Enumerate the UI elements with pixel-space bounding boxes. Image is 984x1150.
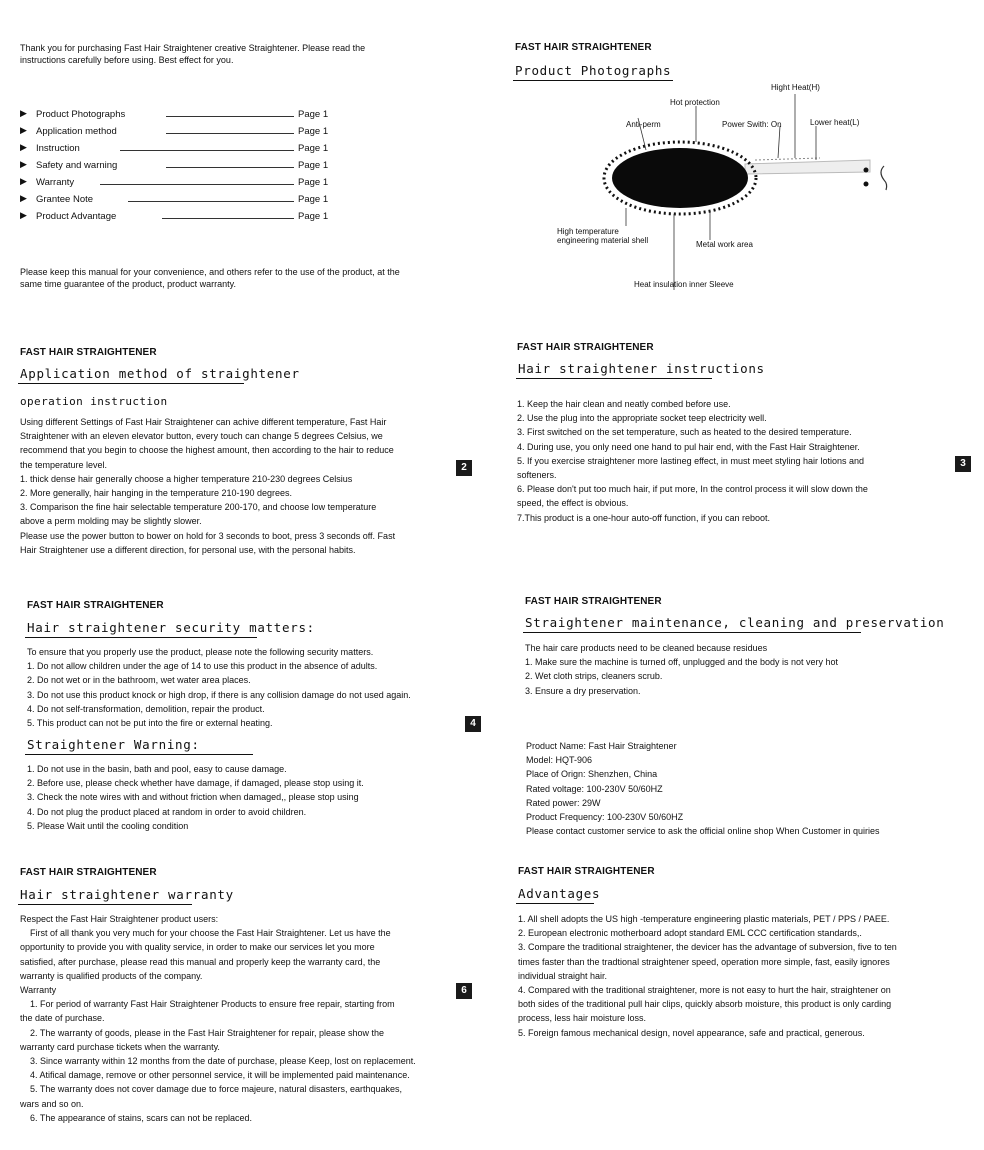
toc-row [20,142,340,157]
text-line: 1. For period of warranty Fast Hair Straightener Products to ensure free repair, starting from [20,999,395,1010]
text-line: both sides of the traditional pull hair clips, quickly absorb moisture, this product is only carding [518,999,892,1010]
text-line: times faster than the tradtional straightener speed, operation more simple, fast, easily ignores [518,956,890,967]
toc-label: Product Photographs [36,109,126,120]
label-shell [557,227,648,245]
triangle-right-icon: ▶ [20,108,27,118]
page-number-badge: 6 [456,983,472,999]
label-insulation-sleeve: Heat insulation inner Sleeve [634,280,734,289]
text-line: 2. Wet cloth strips, cleaners scrub. [525,671,663,682]
toc-label: Warranty [36,177,75,188]
section-subtitle: Application method of straightener [20,366,300,381]
section-header: FAST HAIR STRAIGHTENER [518,866,655,877]
text-line: 5. This product can not be put into the fire or external heating. [27,718,273,729]
section-header: FAST HAIR STRAIGHTENER [517,342,654,353]
spec-line: Rated voltage: 100-230V 50/60HZ [526,783,663,794]
text-line: Warranty [20,985,57,996]
spec-line: Place of Orign: Shenzhen, China [526,769,658,780]
page-number-badge: 3 [955,456,971,472]
section-subtitle: Advantages [518,886,601,901]
text-line: 2. More generally, hair hanging in the temperature 210-190 degrees. [20,488,293,499]
warning-title: Straightener Warning: [27,737,200,752]
text-line: Straightener with an eleven elevator button, every touch can change 5 degrees Celsius, we [20,431,383,442]
label-hot-protection: Hot protection [670,98,720,107]
section-subtitle: Hair straightener security matters: [27,620,315,635]
text-line: speed, the effect is obvious. [517,498,629,509]
label-power-switch: Power Swith: On [722,120,782,129]
toc-page: Page 1 [298,126,329,137]
toc-row [20,159,340,174]
text-line: 1. All shell adopts the US high -temperature engineering plastic materials, PET / PPS / PAEE. [518,914,890,924]
instructions-text [517,397,868,525]
text-line: opportunity to provide you with quality service, in order to make our services let you more [20,942,375,953]
page-number-badge: 4 [465,716,481,732]
toc-label: Application method [36,126,117,137]
text-line: Respect the Fast Hair Straightener product users: [20,914,219,924]
text-line: 3. Ensure a dry preservation. [525,685,641,696]
text-line: The hair care products need to be cleaned because residues [525,643,768,653]
intro-footer-line: same time guarantee of the product, product warranty. [20,279,236,289]
toc-page: Page 1 [298,143,329,154]
section-header: FAST HAIR STRAIGHTENER [525,596,662,607]
text-line: above a perm molding may be slightly slower. [20,516,202,527]
spec-line: Product Name: Fast Hair Straightener [526,741,677,751]
intro-footer-line: Please keep this manual for your convenience, and others refer to the use of the product, at the [20,267,400,277]
text-line: 2. The warranty of goods, please in the Fast Hair Straightener for repair, please show the [20,1027,385,1038]
intro-text [20,42,365,66]
section-subtitle: Hair straightener warranty [20,887,234,902]
text-line: satisfied, after purchase, please read this manual and properly keep the warranty card, the [20,956,381,967]
toc-page: Page 1 [298,211,329,222]
toc-page: Page 1 [298,194,329,205]
intro-footer [20,266,400,290]
toc-row [20,193,340,208]
text-line: 3. Comparison the fine hair selectable temperature 200-170, and choose low temperature [20,502,377,513]
text-line: softeners. [517,470,557,481]
section-subtitle: Product Photographs [515,63,672,78]
spec-line: Product Frequency: 100-230V 50/60HZ [526,812,684,823]
text-line: 1. Keep the hair clean and neatly combed before use. [517,399,731,409]
text-line: wars and so on. [20,1098,84,1109]
straightener-illustration [550,80,930,300]
text-line: Using different Settings of Fast Hair Straightener can achive different temperature, Fast Hair [20,417,387,427]
text-line: recommend that you begin to choose the highest amount, then according to the hair to reduce [20,445,394,456]
toc-label: Instruction [36,143,80,154]
product-specs [526,739,880,838]
triangle-right-icon: ▶ [20,142,27,152]
text-line: 1. Make sure the machine is turned off, unplugged and the body is not very hot [525,657,839,668]
maintenance-text [525,641,838,698]
text-line: 3. First switched on the set temperature, such as heated to the desired temperature. [517,427,852,438]
text-line: individual straight hair. [518,970,608,981]
text-line: Please use the power button to bower on hold for 3 seconds to boot, press 3 seconds off. Fast [20,530,396,541]
toc-page: Page 1 [298,177,329,188]
text-line: warranty card purchase tickets when the warranty. [20,1041,220,1052]
label-shell-line: engineering material shell [557,236,649,245]
triangle-right-icon: ▶ [20,193,27,203]
warning-text [27,762,364,833]
toc-label: Grantee Note [36,194,94,205]
text-line: 3. Since warranty within 12 months from the date of purchase, please Keep, lost on replacement. [20,1056,416,1067]
text-line: process, less hair moisture loss. [518,1013,647,1024]
triangle-right-icon: ▶ [20,176,27,186]
toc-label: Product Advantage [36,211,117,222]
text-line: 5. Foreign famous mechanical design, novel appearance, safe and practical, generous. [518,1027,865,1038]
text-line: 1. Do not use in the basin, bath and pool, easy to cause damage. [27,764,287,774]
toc-row [20,108,340,123]
label-high-heat: Hight Heat(H) [771,83,820,92]
label-metal-work-area: Metal work area [696,240,753,249]
toc-page: Page 1 [298,109,329,120]
section-header: FAST HAIR STRAIGHTENER [515,42,652,53]
section-header: FAST HAIR STRAIGHTENER [27,600,164,611]
text-line: 7.This product is a one-hour auto-off function, if you can reboot. [517,512,770,523]
label-anti-perm: Anti-perm [626,120,661,129]
text-line: 6. The appearance of stains, scars can not be replaced. [20,1112,252,1123]
text-line: 2. Do not wet or in the bathroom, wet water area places. [27,675,251,686]
text-line: the date of purchase. [20,1013,105,1024]
text-line: 2. European electronic motherboard adopt standard EML CCC certification standards,. [518,928,862,939]
toc-page: Page 1 [298,160,329,171]
text-line: 4. Do not plug the product placed at random in order to avoid children. [27,806,307,817]
security-text [27,645,411,730]
toc-label: Safety and warning [36,160,118,171]
spec-line: Model: HQT-906 [526,755,593,766]
label-shell-line: High temperature [557,227,619,236]
triangle-right-icon: ▶ [20,125,27,135]
label-lower-heat: Lower heat(L) [810,118,860,127]
text-line: 2. Use the plug into the appropriate socket teep electricity well. [517,413,767,424]
text-line: 5. The warranty does not cover damage due to force majeure, natural disasters, earthquakes, [20,1084,403,1095]
text-line: 4. Atifical damage, remove or other personnel service, it will be implemented paid maintenance. [20,1070,410,1081]
text-line: 3. Check the note wires with and without friction when damaged,, please stop using [27,792,359,803]
triangle-right-icon: ▶ [20,159,27,169]
text-line: Hair Straightener use a different direction, for personal use, with the personal habits. [20,544,356,555]
text-line: First of all thank you very much for your choose the Fast Hair Straightener. Let us have the [20,928,391,939]
section-heading: operation instruction [20,395,168,408]
section-header: FAST HAIR STRAIGHTENER [20,867,157,878]
toc-row [20,176,340,191]
text-line: 3. Do not use this product knock or high drop, if there is any collision damage do not used again. [27,689,411,700]
intro-line: Thank you for purchasing Fast Hair Straightener creative Straightener. Please read the [20,43,366,53]
text-line: 4. During use, you only need one hand to pul hair end, with the Fast Hair Straightener. [517,441,860,452]
warranty-text [20,912,416,1125]
text-line: 4. Compared with the traditional straightener, more is not easy to hurt the hair, straightener on [518,985,891,996]
text-line: 3. Compare the traditional straightener, the devicer has the advantage of subversion, five to ten [518,942,897,953]
page-number-badge: 2 [456,460,472,476]
advantages-text [518,912,897,1040]
text-line: 5. Please Wait until the cooling condition [27,820,189,831]
text-line: warranty is qualified products of the company. [20,970,203,981]
triangle-right-icon: ▶ [20,210,27,220]
text-line: 5. If you exercise straightener more lastineg effect, in must meet styling hair lotions and [517,455,865,466]
text-line: 6. Please don't put too much hair, if put more, In the control process it will slow down the [517,484,868,495]
product-diagram [550,80,930,300]
text-line: 1. Do not allow children under the age of 14 to use this product in the absence of adults. [27,661,378,672]
toc-row [20,210,340,225]
application-text [20,415,395,557]
text-line: 1. thick dense hair generally choose a higher temperature 210-230 degrees Celsius [20,473,353,484]
spec-line: Rated power: 29W [526,797,601,808]
text-line: 4. Do not self-transformation, demolition, repair the product. [27,703,265,714]
text-line: To ensure that you properly use the product, please note the following security matters. [27,647,374,657]
text-line: the temperature level. [20,459,108,470]
spec-line: Please contact customer service to ask the official online shop When Customer in quiries [526,826,880,837]
toc-row [20,125,340,140]
section-header: FAST HAIR STRAIGHTENER [20,347,157,358]
text-line: 2. Before use, please check whether have damage, if damaged, please stop using it. [27,778,364,789]
intro-line: instructions carefully before using. Best effect for you. [20,55,234,65]
section-subtitle: Hair straightener instructions [518,361,765,376]
section-subtitle: Straightener maintenance, cleaning and preservation [525,615,945,630]
